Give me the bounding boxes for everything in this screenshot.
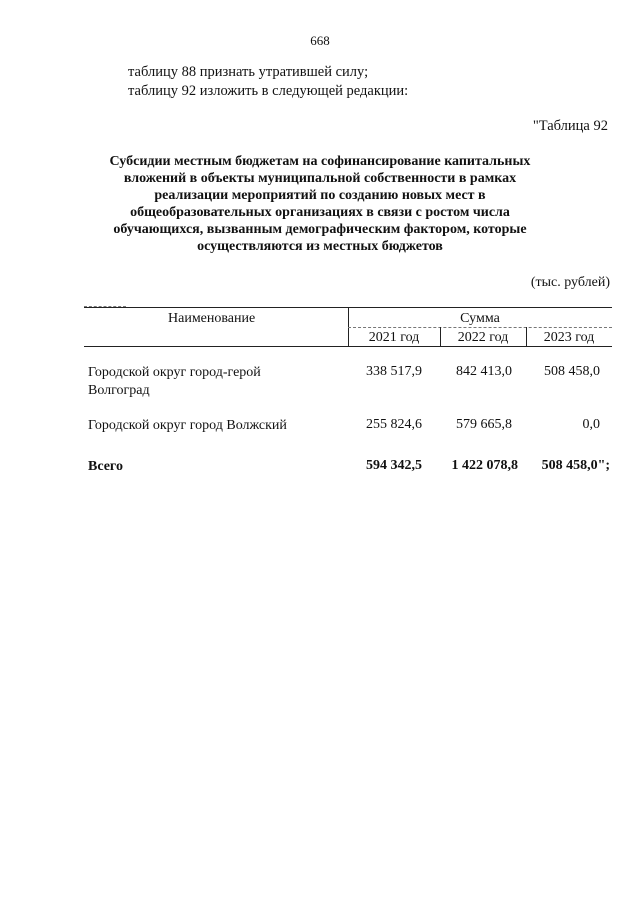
table-row-name: Городской округ город Волжский — [88, 418, 287, 433]
units-label: (тыс. рублей) — [530, 275, 610, 290]
table-row-value-2022: 579 665,8 — [456, 417, 512, 432]
intro-text — [128, 63, 408, 101]
header-name: Наименование — [168, 311, 256, 326]
total-value-2023: 508 458,0"; — [541, 458, 610, 473]
table-row-value-2023: 0,0 — [582, 417, 600, 432]
table-row-name: Городской округ город-герой Волгоград — [88, 365, 261, 398]
table-row-value-2023: 508 458,0 — [544, 364, 600, 379]
header-year-2022: 2022 год — [457, 330, 509, 345]
header-year-2023: 2023 год — [543, 330, 595, 345]
intro-line-2: таблицу 92 изложить в следующей редакции: — [128, 83, 409, 99]
total-value-2022: 1 422 078,8 — [451, 458, 518, 473]
intro-line-1: таблицу 88 признать утратившей силу; — [128, 64, 369, 80]
table-title: Субсидии местным бюджетам на софинансирование капитальных вложений в объекты муниципальной собственности в рамках реализации мероприятий по созданию новых мест в общеобразовательных организациях в связи с ростом числа обучающихся, вызванным демографическим фактором, которые осуществляются из местных бюджетов — [109, 154, 531, 254]
table-row-value-2021: 338 517,9 — [366, 364, 422, 379]
table-row-value-2022: 842 413,0 — [456, 364, 512, 379]
total-row-name: Всего — [88, 459, 123, 474]
table-row-value-2021: 255 824,6 — [366, 417, 422, 432]
header-sum: Сумма — [460, 311, 500, 326]
header-bottom-rule — [84, 346, 612, 347]
sum-subrule — [348, 327, 612, 328]
total-value-2021: 594 342,5 — [366, 458, 422, 473]
table-label: "Таблица 92 — [532, 118, 608, 134]
page-number: 668 — [310, 33, 330, 48]
header-year-2021: 2021 год — [368, 330, 420, 345]
